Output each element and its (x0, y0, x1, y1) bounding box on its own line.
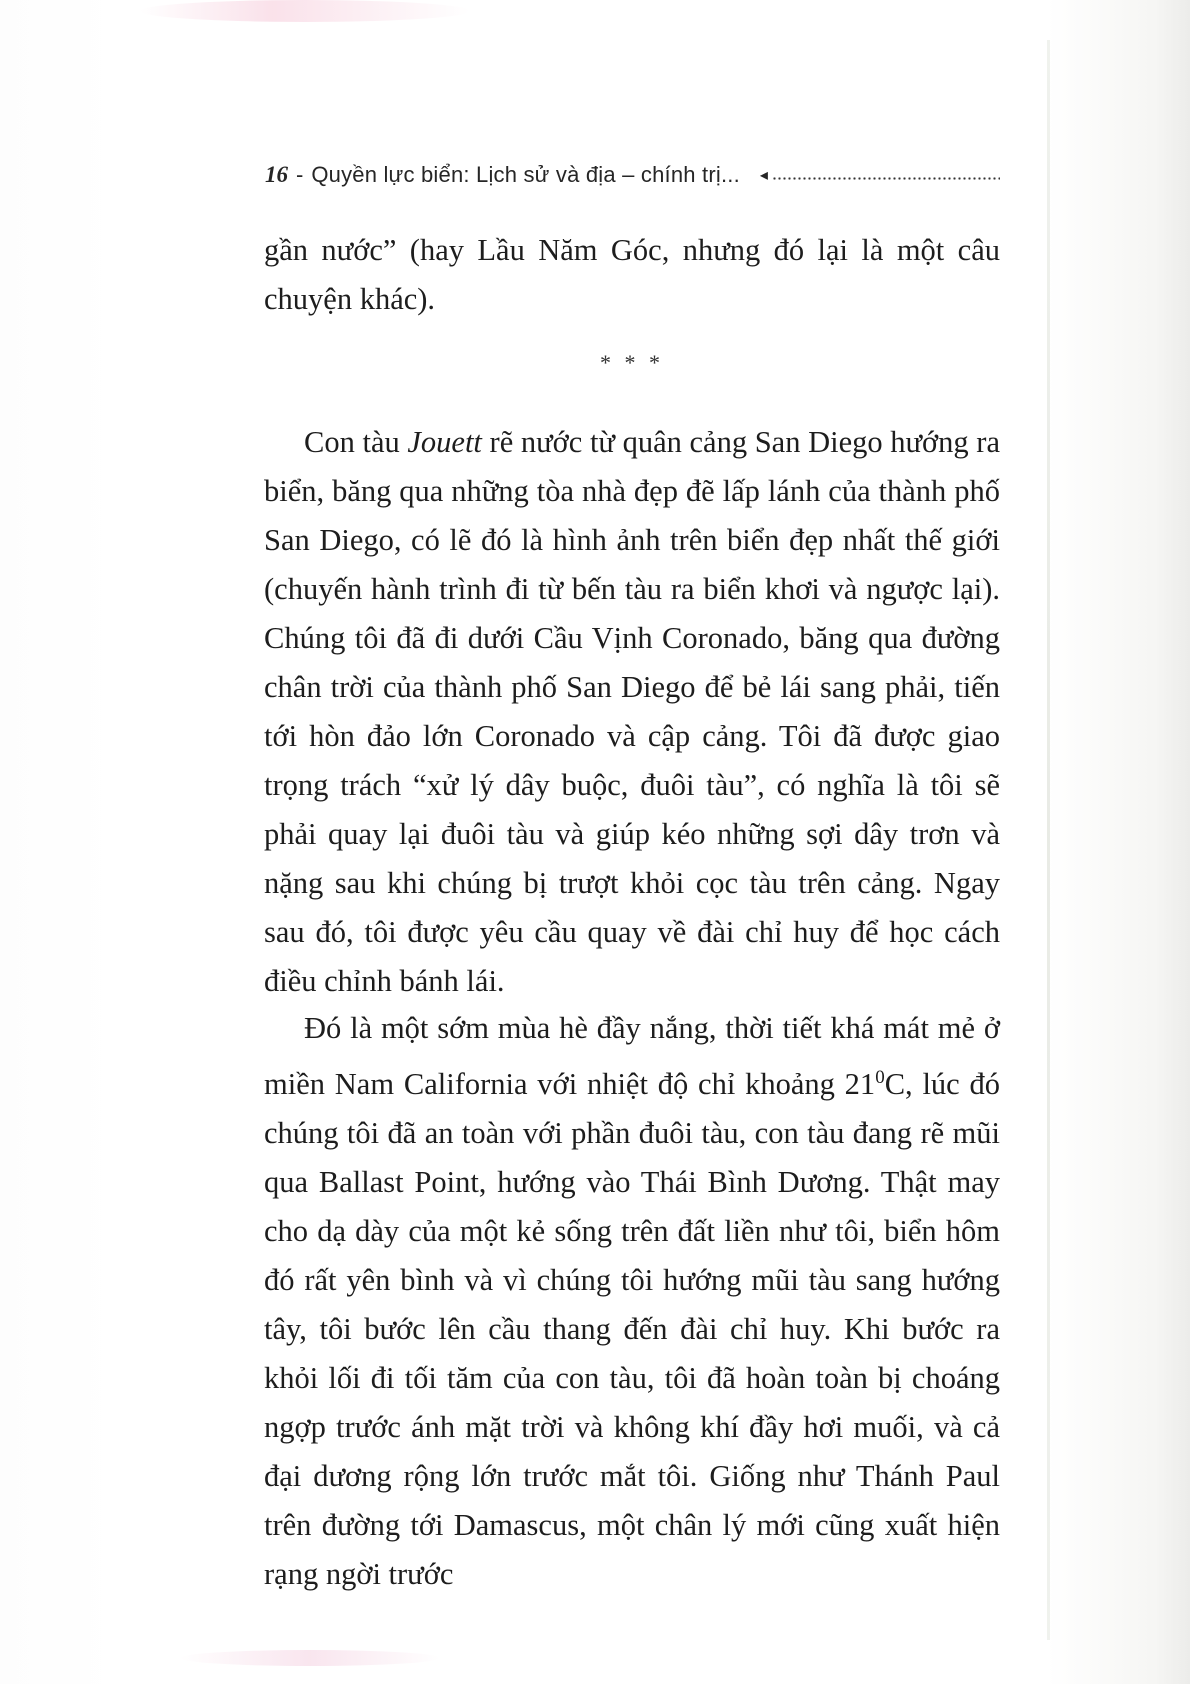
paragraph-1 (264, 418, 1000, 1006)
section-divider: * * * (600, 350, 664, 375)
paragraph-1-text (264, 418, 1000, 1006)
continuation-text: gần nước” (hay Lầu Năm Góc, nhưng đó lại là một câu chuyện khác). (264, 233, 1000, 316)
running-header (265, 158, 1000, 192)
paragraph-2 (264, 1004, 1000, 1599)
paragraph-2-start: Đó là một sớm mùa hè đầy nắng, thời tiết khá mát mẻ ở miền Nam California với nhiệt độ chỉ khoảng 21 (264, 1011, 1000, 1102)
paragraph-2-text (264, 1004, 1000, 1599)
bottom-smudge (180, 1650, 440, 1666)
page-number: 16 (265, 162, 288, 187)
header-separator: - (296, 162, 304, 187)
continued-paragraph (264, 226, 1000, 324)
ship-name: Jouett (407, 425, 482, 459)
header-dotted-leader (772, 177, 1000, 180)
page-edge-shadow (1047, 40, 1050, 1640)
book-title: Quyền lực biển: Lịch sử và địa – chính trị... (311, 162, 740, 187)
paragraph-2-rest: C, lúc đó chúng tôi đã an toàn với phần đuôi tàu, con tàu đang rẽ mũi qua Ballast Point, hướng vào Thái Bình Dương. Thật may cho dạ dày của một kẻ sống trên đất liền như tôi, biển hôm đó rất yên bình và vì chúng tôi hướng mũi tàu sang hướng tây, tôi bước lên cầu thang đến đài chỉ huy. Khi bước ra khỏi lối đi tối tăm của con tàu, tôi đã hoàn toàn bị choáng ngợp trước ánh mặt trời và không khí đầy hơi muối, và cả đại dương rộng lớn trước mắt tôi. Giống như Thánh Paul trên đường tới Damascus, một chân lý mới cũng xuất hiện rạng ngời trước (264, 1067, 1001, 1592)
paragraph-1-start: Con tàu (304, 425, 408, 459)
top-smudge (140, 0, 470, 22)
degree-mark: 0 (875, 1067, 885, 1088)
arrow-left-icon: ◂ (759, 167, 768, 184)
paragraph-1-rest: rẽ nước từ quân cảng San Diego hướng ra biển, băng qua những tòa nhà đẹp đẽ lấp lánh của thành phố San Diego, có lẽ đó là hình ảnh trên biển đẹp nhất thế giới (chuyến hành trình đi từ bến tàu ra biển khơi và ngược lại). Chúng tôi đã đi dưới Cầu Vịnh Coronado, băng qua đường chân trời của thành phố San Diego để bẻ lái sang phải, tiến tới hòn đảo lớn Coronado và cập cảng. Tôi đã được giao trọng trách “xử lý dây buộc, đuôi tàu”, có nghĩa là tôi sẽ phải quay lại đuôi tàu và giúp kéo những sợi dây trơn và nặng sau khi chúng bị trượt khỏi cọc tàu trên cảng. Ngay sau đó, tôi được yêu cầu quay về đài chỉ huy để học cách điều chỉnh bánh lái. (264, 425, 1000, 998)
